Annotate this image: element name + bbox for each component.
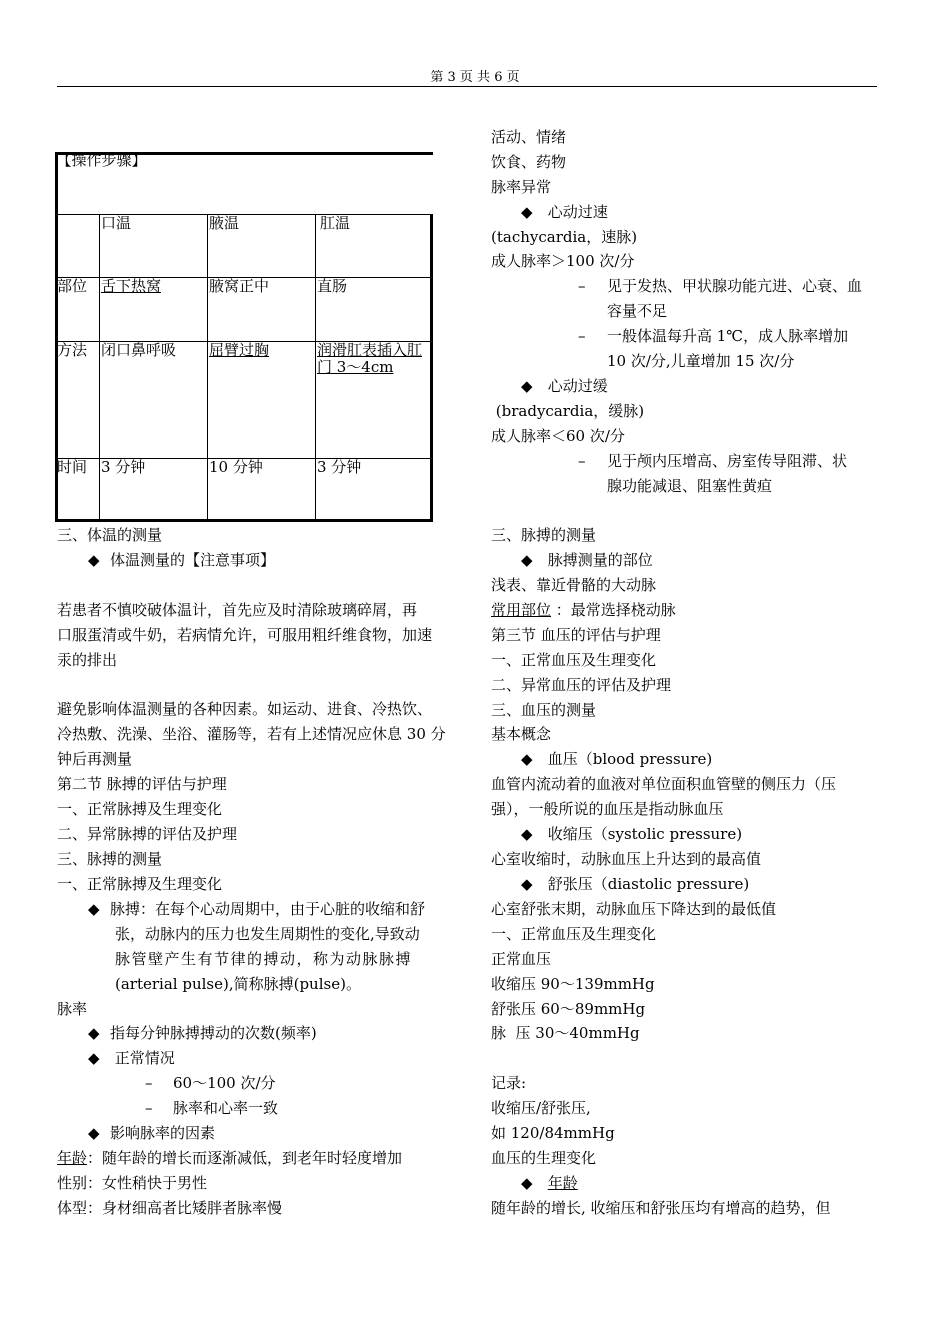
col-header: 腋温 (208, 214, 316, 277)
bullet-item: ◆ 体温测量的【注意事项】 (88, 551, 276, 569)
table-border-top (55, 152, 433, 155)
dash-icon: – (578, 327, 586, 345)
heading: 一、正常血压及生理变化 (491, 651, 657, 669)
diamond-icon: ◆ (521, 750, 533, 768)
row-label: 时间 (56, 458, 100, 520)
paragraph: 张，动脉内的压力也发生周期性的变化,导致动 (115, 925, 420, 943)
paragraph: 避免影响体温测量的各种因素。如运动、进食、冷热饮、 (57, 700, 433, 718)
paragraph: 活动、情绪 (491, 128, 567, 146)
paragraph: 收缩压 90～139mmHg (491, 975, 655, 993)
heading: 三、脉搏的测量 (57, 850, 163, 868)
paragraph: 脉 压 30～40mmHg (491, 1024, 640, 1042)
heading: 基本概念 (491, 725, 552, 743)
col-header: 口温 (100, 214, 208, 277)
table-cell: 直肠 (316, 277, 433, 341)
diamond-icon: ◆ (88, 1024, 100, 1042)
diamond-icon: ◆ (88, 1049, 100, 1067)
table-border-right (430, 214, 433, 522)
table-cell: 10 分钟 (208, 458, 316, 520)
paragraph: 年龄：随年龄的增长而逐渐减低，到老年时轻度增加 (57, 1149, 403, 1167)
row-label: 部位 (56, 277, 100, 341)
heading: 第二节 脉搏的评估与护理 (57, 775, 227, 793)
diamond-icon: ◆ (88, 900, 100, 918)
diamond-icon: ◆ (88, 1124, 100, 1142)
heading: 一、正常脉搏及生理变化 (57, 875, 223, 893)
bullet-item: ◆ 收缩压（systolic pressure) (521, 825, 743, 843)
paragraph: 体型：身材细高者比矮胖者脉率慢 (57, 1199, 283, 1217)
paragraph: 容量不足 (607, 302, 668, 320)
table-cell: 闭口鼻呼吸 (100, 341, 208, 458)
heading: 二、异常血压的评估及护理 (491, 676, 672, 694)
dash-item: – 脉率和心率一致 (145, 1099, 279, 1117)
table-corner (56, 214, 100, 277)
paragraph: 收缩压/舒张压, (491, 1099, 591, 1117)
dash-icon: – (145, 1099, 153, 1117)
bullet-item: ◆ 年龄 (521, 1174, 578, 1192)
paragraph: 正常血压 (491, 950, 552, 968)
heading: 三、体温的测量 (57, 526, 163, 544)
table-cell: 3 分钟 (100, 458, 208, 520)
dash-item: – 60～100 次/分 (145, 1074, 276, 1092)
paragraph: 心室收缩时，动脉血压上升达到的最高值 (491, 850, 762, 868)
paragraph: 心室舒张末期，动脉血压下降达到的最低值 (491, 900, 777, 918)
dash-icon: – (145, 1074, 153, 1092)
diamond-icon: ◆ (521, 875, 533, 893)
dash-icon: – (578, 452, 586, 470)
bullet-item: ◆ 心动过缓 (521, 377, 608, 395)
paragraph: 钟后再测量 (57, 750, 133, 768)
paragraph: 如 120/84mmHg (491, 1124, 615, 1142)
page-header: 第 3 页 共 6 页 (430, 70, 520, 85)
table-cell: 3 分钟 (316, 458, 433, 520)
dash-item: – 见于发热、甲状腺功能亢进、心衰、血 (578, 277, 863, 295)
bullet-item: ◆ 血压（blood pressure) (521, 750, 713, 768)
table-cell: 舌下热窝 (100, 277, 208, 341)
bullet-item: ◆ 脉搏测量的部位 (521, 551, 653, 569)
heading: 二、异常脉搏的评估及护理 (57, 825, 238, 843)
bullet-item: ◆ 心动过速 (521, 203, 608, 221)
bullet-item: ◆ 影响脉率的因素 (88, 1124, 216, 1142)
paragraph: 冷热敷、洗澡、坐浴、灌肠等，若有上述情况应休息 30 分 (57, 725, 446, 743)
paragraph: 脉管壁产生有节律的搏动，称为动脉脉搏 (115, 950, 413, 968)
paragraph: (arterial pulse),简称脉搏(pulse)。 (115, 975, 361, 993)
paragraph: 血管内流动着的血液对单位面积血管壁的侧压力（压 (491, 775, 837, 793)
dash-icon: – (578, 277, 586, 295)
heading: 脉率 (57, 1000, 88, 1018)
table-cell: 腋窝正中 (208, 277, 316, 341)
paragraph: 10 次/分,儿童增加 15 次/分 (607, 352, 795, 370)
heading: 一、正常血压及生理变化 (491, 925, 657, 943)
paragraph: 脉率异常 (491, 178, 552, 196)
paragraph: 舒张压 60～89mmHg (491, 1000, 646, 1018)
row-label: 方法 (56, 341, 100, 458)
paragraph: (bradycardia，缓脉) (491, 402, 645, 420)
dash-item: – 见于颅内压增高、房室传导阻滞、状 (578, 452, 848, 470)
paragraph: 记录: (491, 1074, 527, 1092)
paragraph: 性别：女性稍快于男性 (57, 1174, 208, 1192)
paragraph: 随年龄的增长, 收缩压和舒张压均有增高的趋势，但 (491, 1199, 831, 1217)
dash-item: – 一般体温每升高 1℃，成人脉率增加 (578, 327, 849, 345)
bullet-item: ◆ 舒张压（diastolic pressure) (521, 875, 750, 893)
table-cell: 屈臂过胸 (208, 341, 316, 458)
diamond-icon: ◆ (521, 203, 533, 221)
table-border-bottom (55, 519, 433, 522)
heading: 第三节 血压的评估与护理 (491, 626, 661, 644)
bullet-item: ◆ 脉搏：在每个心动周期中，由于心脏的收缩和舒 (88, 900, 426, 918)
paragraph: 口服蛋清或牛奶，若病情允许，可服用粗纤维食物，加速 (57, 626, 433, 644)
heading: 三、脉搏的测量 (491, 526, 597, 544)
header-rule (57, 86, 877, 87)
paragraph: 强），一般所说的血压是指动脉血压 (491, 800, 724, 818)
paragraph: 成人脉率＜60 次/分 (491, 427, 625, 445)
paragraph: 成人脉率＞100 次/分 (491, 252, 635, 270)
bullet-item: ◆ 指每分钟脉搏搏动的次数(频率) (88, 1024, 317, 1042)
paragraph: 饮食、药物 (491, 153, 567, 171)
bullet-item: ◆ 正常情况 (88, 1049, 175, 1067)
table-border-left (55, 152, 58, 522)
diamond-icon: ◆ (521, 825, 533, 843)
paragraph: 腺功能减退、阻塞性黄疸 (607, 477, 773, 495)
paragraph: 血压的生理变化 (491, 1149, 597, 1167)
heading: 一、正常脉搏及生理变化 (57, 800, 223, 818)
heading: 三、血压的测量 (491, 701, 597, 719)
col-header: 肛温 (316, 214, 433, 277)
paragraph: (tachycardia，速脉) (491, 228, 638, 246)
table-cell: 润滑肛表插入肛门 3～4cm (316, 341, 433, 458)
diamond-icon: ◆ (521, 551, 533, 569)
diamond-icon: ◆ (521, 377, 533, 395)
diamond-icon: ◆ (88, 551, 100, 569)
diamond-icon: ◆ (521, 1174, 533, 1192)
paragraph: 汞的排出 (57, 651, 118, 669)
paragraph: 若患者不慎咬破体温计，首先应及时清除玻璃碎屑，再 (57, 601, 418, 619)
paragraph: 浅表、靠近骨骼的大动脉 (491, 576, 657, 594)
table-title: 【操作步骤】 (56, 151, 147, 169)
paragraph: 常用部位 ：最常选择桡动脉 (491, 601, 676, 619)
procedure-table (55, 152, 433, 521)
